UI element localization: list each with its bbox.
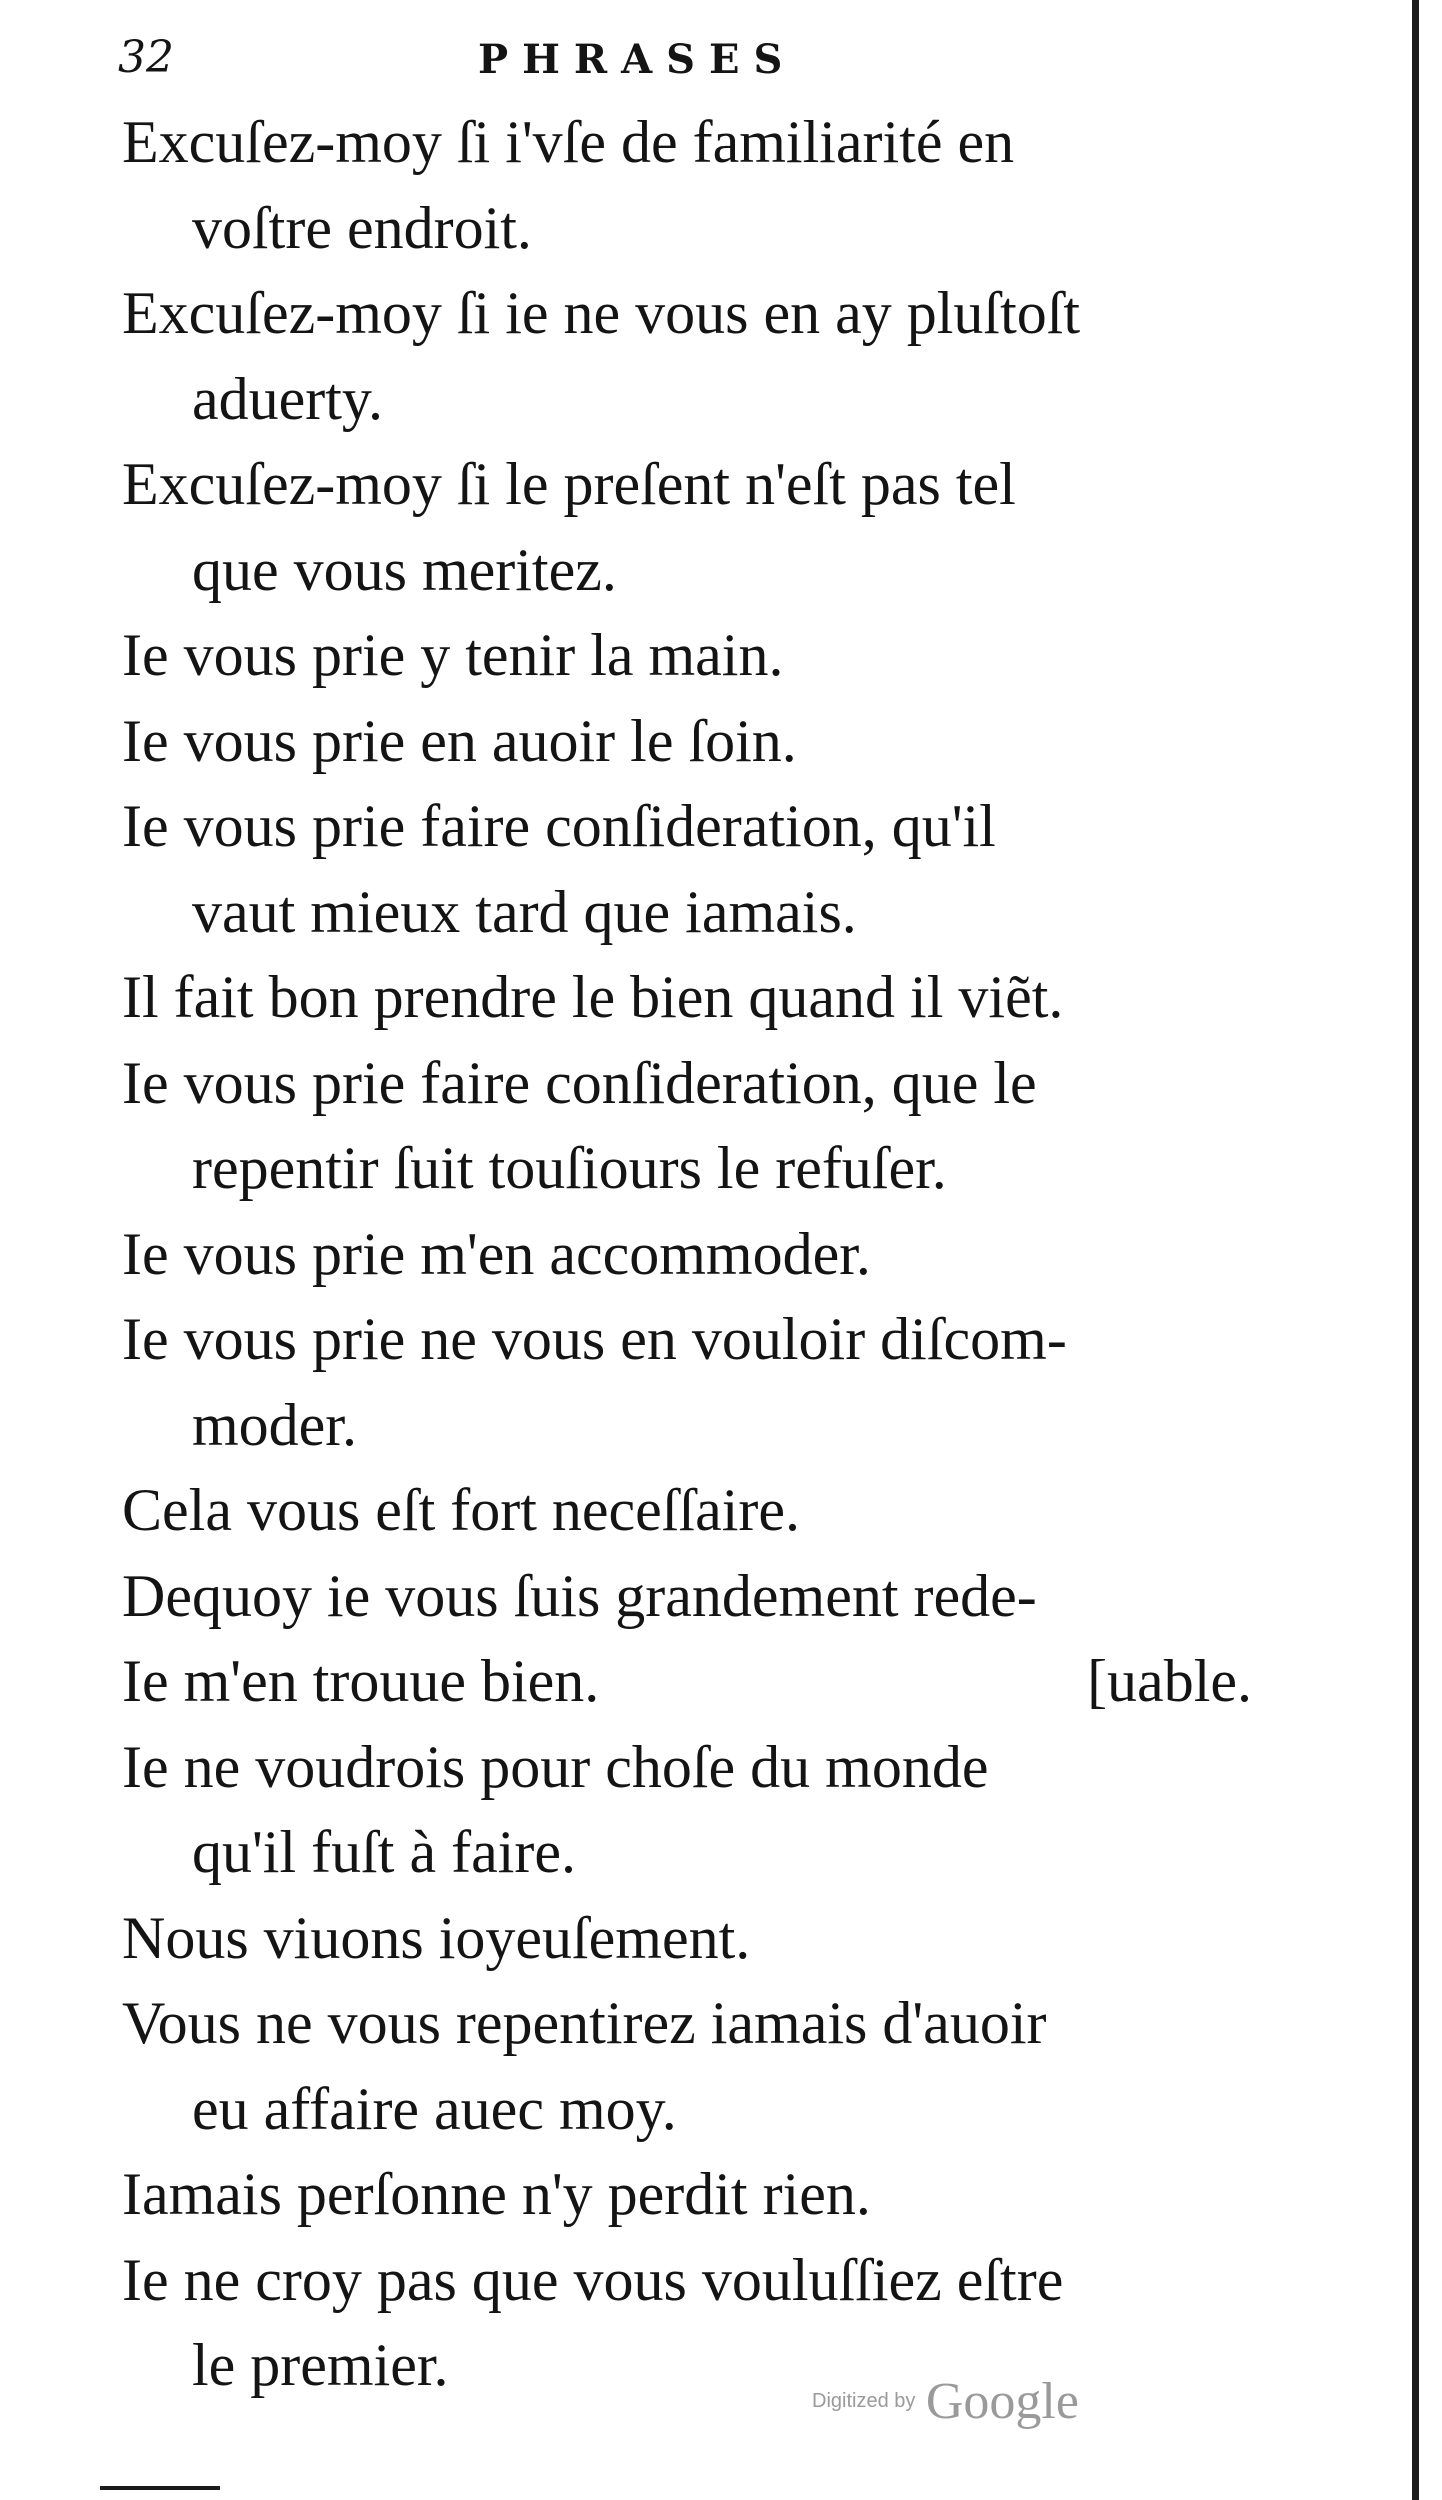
text-line-carryover: [uable. bbox=[1087, 1648, 1252, 1714]
text-line-content: Ie vous prie en auoir le ſoin. bbox=[122, 707, 797, 774]
text-line bbox=[122, 442, 1252, 528]
text-line-content: que vous meritez. bbox=[192, 536, 617, 603]
text-line-content: Vous ne vous repentirez iamais d'auoir bbox=[122, 1990, 1047, 2056]
watermark-small-text: Digitized by bbox=[812, 2390, 916, 2412]
text-line bbox=[122, 100, 1252, 186]
text-line-continuation bbox=[122, 1383, 1252, 1469]
text-line-content: Excuſez-moy ſi i'vſe de familiarité en bbox=[122, 109, 1015, 175]
text-line-content: le premier. bbox=[192, 2332, 449, 2398]
text-line-content: Ie vous prie y tenir la main. bbox=[122, 622, 784, 688]
text-line bbox=[122, 1896, 1252, 1982]
text-line-content: moder. bbox=[192, 1391, 357, 1458]
text-line bbox=[122, 2238, 1252, 2324]
text-line-content: Il fait bon prendre le bien quand il viẽt. bbox=[122, 964, 1064, 1030]
digitized-watermark bbox=[812, 2372, 1079, 2431]
text-line bbox=[122, 1981, 1252, 2067]
text-line-content: Ie ne voudrois pour choſe du monde bbox=[122, 1733, 989, 1800]
text-line-content: repentir ſuit touſiours le refuſer. bbox=[192, 1135, 947, 1201]
text-line bbox=[122, 2152, 1252, 2238]
text-line-content: Ie vous prie m'en accommoder. bbox=[122, 1220, 871, 1287]
text-line-continuation bbox=[122, 1810, 1252, 1896]
text-line-continuation bbox=[122, 357, 1252, 443]
text-line-content: Excuſez-moy ſi ie ne vous en ay pluſtoſt bbox=[122, 280, 1081, 346]
binding-edge-rule bbox=[1412, 0, 1419, 2500]
google-logo-text: Google bbox=[925, 2373, 1079, 2430]
text-line bbox=[122, 955, 1252, 1041]
text-line-content: Nous viuons ioyeuſement. bbox=[122, 1904, 751, 1971]
body-text bbox=[122, 100, 1252, 2409]
running-head: PHRASES bbox=[478, 36, 797, 83]
text-line-content: Dequoy ie vous ſuis grandement rede- bbox=[122, 1562, 1037, 1629]
text-line bbox=[122, 1554, 1252, 1640]
text-line bbox=[122, 1639, 1252, 1725]
text-line-continuation bbox=[122, 528, 1252, 614]
text-line bbox=[122, 1297, 1252, 1383]
text-line bbox=[122, 1041, 1252, 1127]
text-line-continuation bbox=[122, 1126, 1252, 1212]
text-line bbox=[122, 1212, 1252, 1298]
text-line-content: Iamais perſonne n'y perdit rien. bbox=[122, 2161, 871, 2227]
text-line-content: vaut mieux tard que iamais. bbox=[192, 878, 857, 945]
text-line-content: Ie vous prie ne vous en vouloir diſcom- bbox=[122, 1306, 1067, 1372]
text-line-content: Cela vous eſt fort neceſſaire. bbox=[122, 1477, 801, 1543]
text-line-content: voſtre endroit. bbox=[192, 194, 532, 261]
text-line bbox=[122, 699, 1252, 785]
text-line-content: Ie vous prie faire conſideration, que le bbox=[122, 1049, 1037, 1116]
text-line-content: aduerty. bbox=[192, 365, 384, 432]
bottom-rule bbox=[100, 2486, 220, 2490]
text-line-content: qu'il fuſt à faire. bbox=[192, 1819, 576, 1885]
text-line-content: Ie vous prie faire conſideration, qu'il bbox=[122, 793, 996, 859]
text-line-content: Ie m'en trouue bien. bbox=[122, 1648, 600, 1714]
text-line-continuation bbox=[122, 2323, 1252, 2409]
text-line bbox=[122, 1468, 1252, 1554]
text-line-content: Excuſez-moy ſi le preſent n'eſt pas tel bbox=[122, 451, 1016, 517]
text-line-continuation bbox=[122, 2067, 1252, 2153]
page-number: 32 bbox=[118, 32, 174, 83]
text-line bbox=[122, 271, 1252, 357]
text-line bbox=[122, 784, 1252, 870]
text-line-continuation bbox=[122, 186, 1252, 272]
text-line bbox=[122, 1725, 1252, 1811]
text-line bbox=[122, 613, 1252, 699]
text-line-content: eu affaire auec moy. bbox=[192, 2075, 677, 2142]
text-line-content: Ie ne croy pas que vous vouluſſiez eſtre bbox=[122, 2246, 1064, 2313]
page-header bbox=[118, 32, 918, 92]
text-line-continuation bbox=[122, 870, 1252, 956]
